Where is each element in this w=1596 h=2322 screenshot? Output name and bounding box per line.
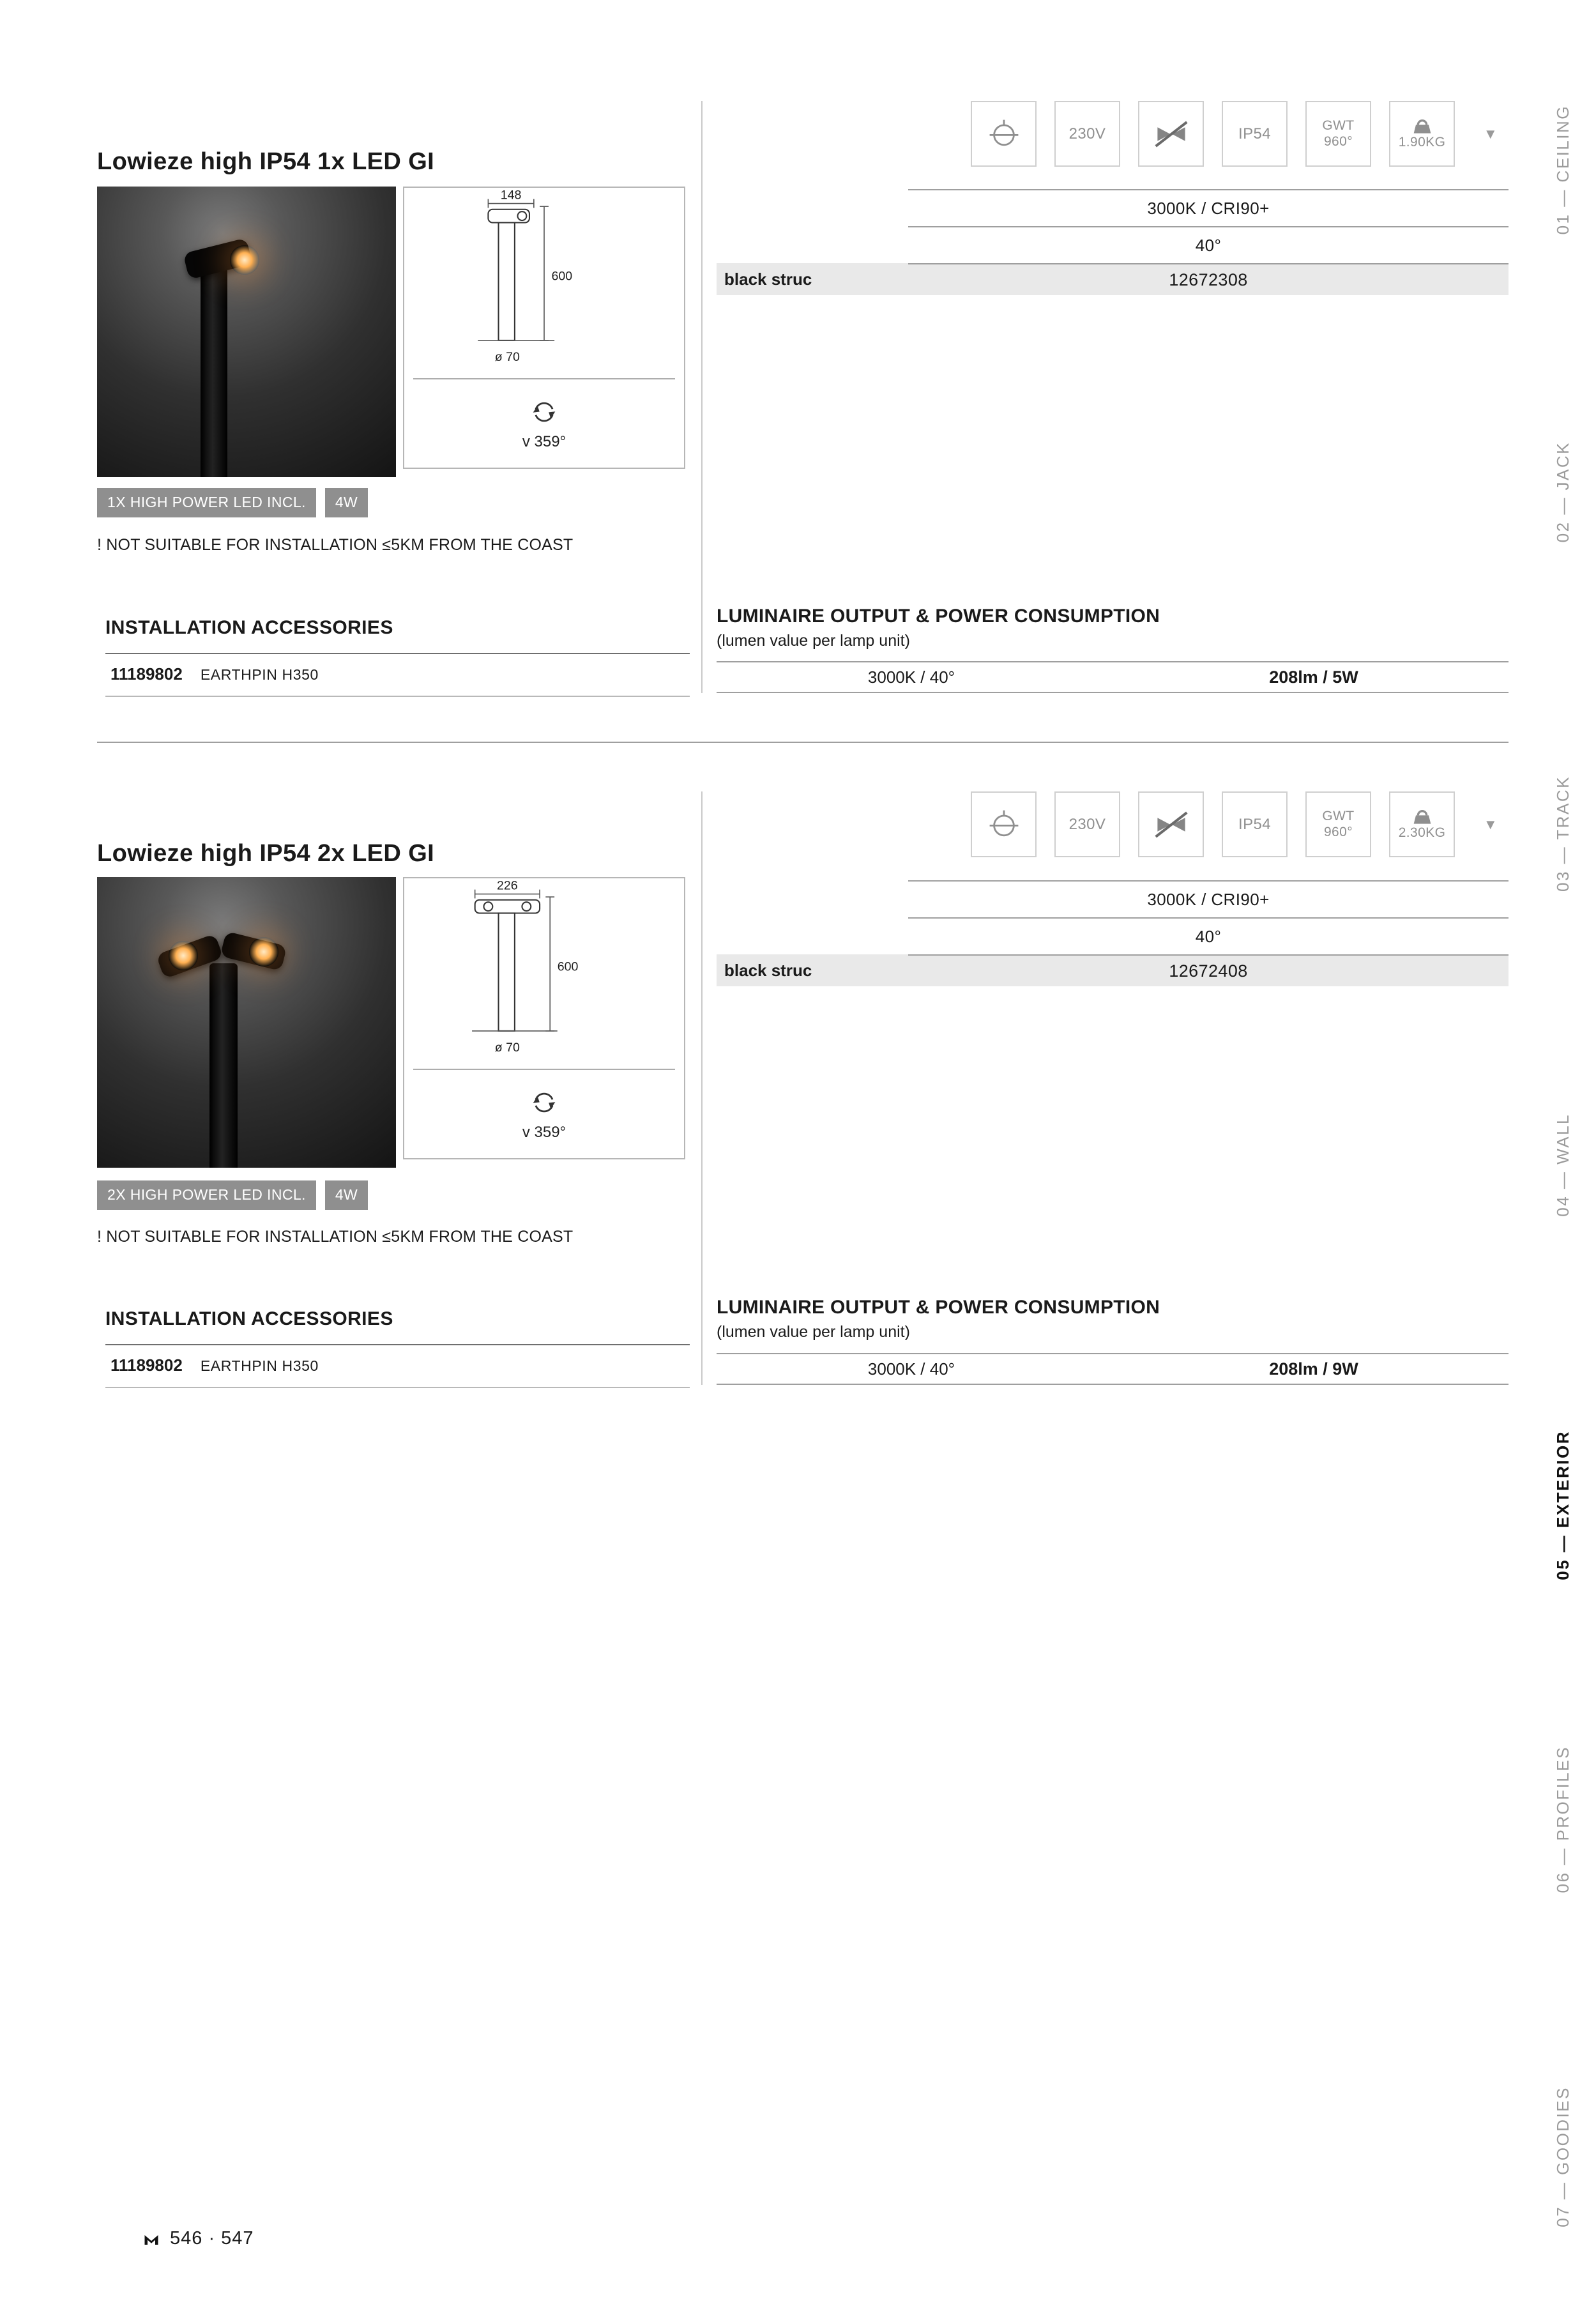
spec-finish: black struc [724,960,812,980]
voltage-box [1054,101,1120,167]
sidebar-item-jack[interactable]: 02 — JACK [1553,441,1572,543]
spec-table [717,880,1509,986]
accessory-name: EARTHPIN H350 [200,1357,319,1374]
output-subheading: (lumen value per lamp unit) [717,1323,910,1341]
weight-label: 2.30KG [1398,825,1446,841]
spec-row-beam [717,917,1509,954]
width-dimension-label: 148 [500,188,522,202]
output-row [717,661,1509,693]
spec-icons-row [717,791,1509,857]
spec-cct: 3000K / CRI90+ [908,189,1509,226]
installation-accessories [105,617,690,697]
weight-icon [1410,117,1435,135]
product-title [97,840,434,867]
height-dimension-label: 600 [551,269,573,284]
weight-box [1389,101,1455,167]
led-glow [230,245,259,275]
spec-row-article [717,263,1509,295]
spec-table [717,189,1509,295]
output-value: 208lm / 9W [1269,1359,1358,1379]
coast-warning: ! NOT SUITABLE FOR INSTALLATION ≤5KM FROM THE COAST [97,1228,574,1246]
ip-rating-box [1222,791,1288,857]
spec-beam-angle: 40° [908,917,1509,954]
luminaire-pole [201,264,227,477]
protection-class-icon [971,791,1037,857]
not-dimmable-icon [1138,791,1204,857]
voltage-label: 230V [1068,125,1106,142]
led-included-badge: 1X HIGH POWER LED INCL. [97,488,316,517]
product-badges [97,488,368,517]
column-divider [701,791,703,1385]
gwt-temperature-label: 960° [1323,824,1353,839]
rotation-range-label: v 359° [522,1124,566,1141]
spec-icons-row [717,101,1509,167]
led-glow [169,941,198,970]
output-condition: 3000K / 40° [867,668,955,687]
output-value: 208lm / 5W [1269,668,1358,687]
product-badges [97,1180,368,1210]
spec-cct: 3000K / CRI90+ [908,880,1509,917]
accessory-code: 11189802 [110,664,183,684]
glow-wire-test-box [1305,791,1371,857]
weight-box [1389,791,1455,857]
led-glow [249,937,278,966]
output-heading: LUMINAIRE OUTPUT & POWER CONSUMPTION [717,606,1160,627]
output-condition: 3000K / 40° [867,1359,955,1379]
brand-logo [142,2229,161,2249]
spec-article-number: 12672408 [908,954,1509,986]
weight-icon [1410,807,1435,825]
chevron-down-icon[interactable]: ▼ [1483,125,1498,142]
rotation-range-label: v 359° [522,433,566,450]
luminaire-output-section [717,1297,1160,1341]
output-subheading: (lumen value per lamp unit) [717,632,910,650]
ip-rating-label: IP54 [1238,125,1271,142]
sidebar-item-goodies[interactable]: 07 — GOODIES [1553,2086,1572,2227]
rotation-info [413,1069,675,1158]
rotation-info [413,378,675,468]
dimension-drawing [404,188,684,378]
not-dimmable-icon [1138,101,1204,167]
expand-specs-control[interactable] [1473,791,1509,857]
output-heading: LUMINAIRE OUTPUT & POWER CONSUMPTION [717,1297,1160,1318]
gwt-temperature-label: 960° [1323,134,1353,149]
page-footer [142,2228,254,2249]
products-separator [97,742,1509,743]
installation-accessories-heading: INSTALLATION ACCESSORIES [105,617,690,654]
page-numbers: 546 · 547 [170,2228,254,2249]
expand-specs-control[interactable] [1473,101,1509,167]
product-name: Lowieze [97,839,194,867]
product-photo [97,187,396,477]
spec-finish: black struc [724,269,812,289]
technical-drawing-box [403,877,685,1159]
weight-label: 1.90KG [1398,135,1446,150]
coast-warning: ! NOT SUITABLE FOR INSTALLATION ≤5KM FROM THE COAST [97,536,574,554]
spec-row-beam [717,226,1509,263]
spec-beam-angle: 40° [908,226,1509,263]
luminaire-pole [209,963,238,1168]
accessory-row [105,654,690,697]
accessory-name: EARTHPIN H350 [200,666,319,683]
spec-row-cct [717,880,1509,917]
product-variant: high IP54 2x LED GI [193,839,435,867]
sidebar-item-ceiling[interactable]: 01 — CEILING [1553,105,1572,235]
wattage-badge: 4W [325,1180,368,1210]
gwt-label: GWT [1322,808,1355,823]
protection-class-icon [971,101,1037,167]
spec-article-number: 12672308 [908,263,1509,295]
glow-wire-test-box [1305,101,1371,167]
installation-accessories-heading: INSTALLATION ACCESSORIES [105,1308,690,1345]
voltage-box [1054,791,1120,857]
rotation-arrows-icon [528,1087,560,1119]
technical-drawing-box [403,187,685,469]
product-title [97,148,434,176]
ip-rating-box [1222,101,1288,167]
product-variant: high IP54 1x LED GI [193,148,435,175]
gwt-label: GWT [1322,118,1355,133]
column-divider [701,101,703,693]
sidebar-item-wall[interactable]: 04 — WALL [1553,1113,1572,1217]
height-dimension-label: 600 [557,959,579,974]
sidebar-item-track[interactable]: 03 — TRACK [1553,775,1572,892]
diameter-dimension-label: ø 70 [494,350,520,365]
luminaire-output-section [717,606,1160,650]
dimension-drawing [404,878,684,1069]
ip-rating-label: IP54 [1238,815,1271,833]
output-row [717,1353,1509,1385]
spec-row-cct [717,189,1509,226]
width-dimension-label: 226 [497,878,518,893]
installation-accessories [105,1308,690,1388]
diameter-dimension-label: ø 70 [494,1041,520,1055]
voltage-label: 230V [1068,815,1106,833]
sidebar-item-profiles[interactable]: 06 — PROFILES [1553,1746,1572,1893]
rotation-arrows-icon [528,396,560,428]
product-photo [97,877,396,1168]
accessory-code: 11189802 [110,1356,183,1375]
spec-row-article [717,954,1509,986]
wattage-badge: 4W [325,488,368,517]
accessory-row [105,1345,690,1388]
chevron-down-icon[interactable]: ▼ [1483,816,1498,832]
led-included-badge: 2X HIGH POWER LED INCL. [97,1180,316,1210]
product-name: Lowieze [97,148,194,175]
sidebar-item-exterior[interactable]: 05 — EXTERIOR [1553,1430,1572,1580]
